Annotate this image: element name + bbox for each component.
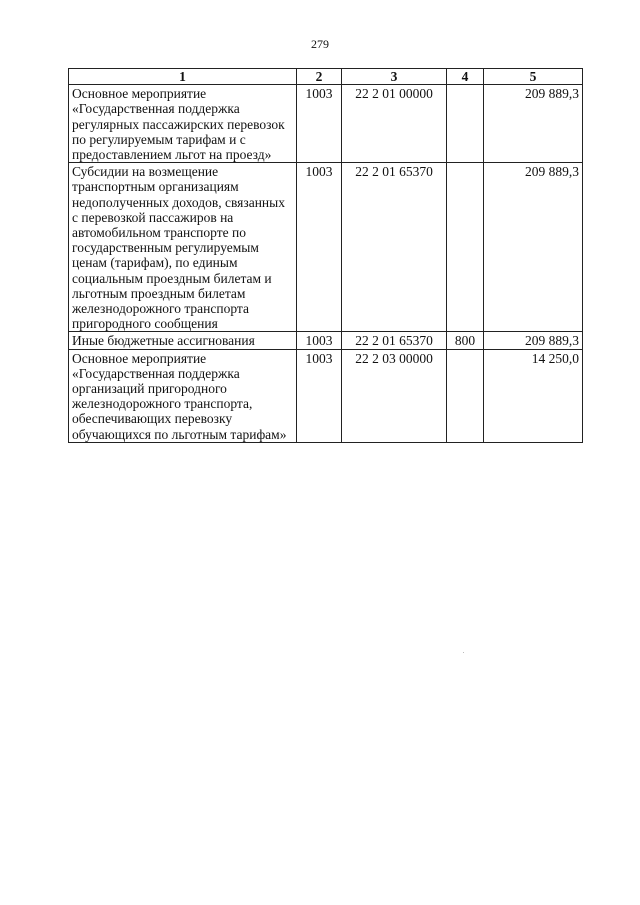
row-section-code: 1003 bbox=[297, 85, 342, 163]
row-amount: 209 889,3 bbox=[484, 332, 583, 349]
row-amount: 209 889,3 bbox=[484, 85, 583, 163]
budget-table bbox=[68, 68, 583, 443]
row-target-article: 22 2 01 65370 bbox=[342, 332, 447, 349]
scan-speck bbox=[463, 652, 464, 653]
row-name: Основное мероприятие «Государственная поддержка регулярных пассажирских перевозок по регулируемым тарифам и с предоставлением льгот на проезд» bbox=[69, 85, 297, 163]
row-target-article: 22 2 03 00000 bbox=[342, 349, 447, 442]
row-amount: 14 250,0 bbox=[484, 349, 583, 442]
row-name: Основное мероприятие «Государственная поддержка организаций пригородного железнодорожного транспорта, обеспечивающих перевозку обучающихся по льготным тарифам» bbox=[69, 349, 297, 442]
column-header-name: 1 bbox=[69, 69, 297, 85]
column-header-target-article: 3 bbox=[342, 69, 447, 85]
page-number: 279 bbox=[311, 37, 329, 51]
row-section-code: 1003 bbox=[297, 349, 342, 442]
row-name: Субсидии на возмещение транспортным организациям недополученных доходов, связанных с перевозкой пассажиров на автомобильном транспорте по государственным регулируемым ценам (тарифам), по единым социальным проездным билетам и льготным проездным билетам железнодорожного транспорта пригородного сообщения bbox=[69, 163, 297, 332]
row-expense-type bbox=[447, 349, 484, 442]
row-expense-type bbox=[447, 163, 484, 332]
row-target-article: 22 2 01 65370 bbox=[342, 163, 447, 332]
row-name: Иные бюджетные ассигнования bbox=[69, 332, 297, 349]
column-header-amount: 5 bbox=[484, 69, 583, 85]
row-section-code: 1003 bbox=[297, 332, 342, 349]
column-header-expense-type: 4 bbox=[447, 69, 484, 85]
row-expense-type bbox=[447, 85, 484, 163]
row-section-code: 1003 bbox=[297, 163, 342, 332]
table-header-row bbox=[69, 69, 583, 85]
table-row bbox=[69, 349, 583, 442]
column-header-section: 2 bbox=[297, 69, 342, 85]
row-expense-type: 800 bbox=[447, 332, 484, 349]
table-row bbox=[69, 163, 583, 332]
table-row bbox=[69, 85, 583, 163]
row-amount: 209 889,3 bbox=[484, 163, 583, 332]
row-target-article: 22 2 01 00000 bbox=[342, 85, 447, 163]
table-row bbox=[69, 332, 583, 349]
